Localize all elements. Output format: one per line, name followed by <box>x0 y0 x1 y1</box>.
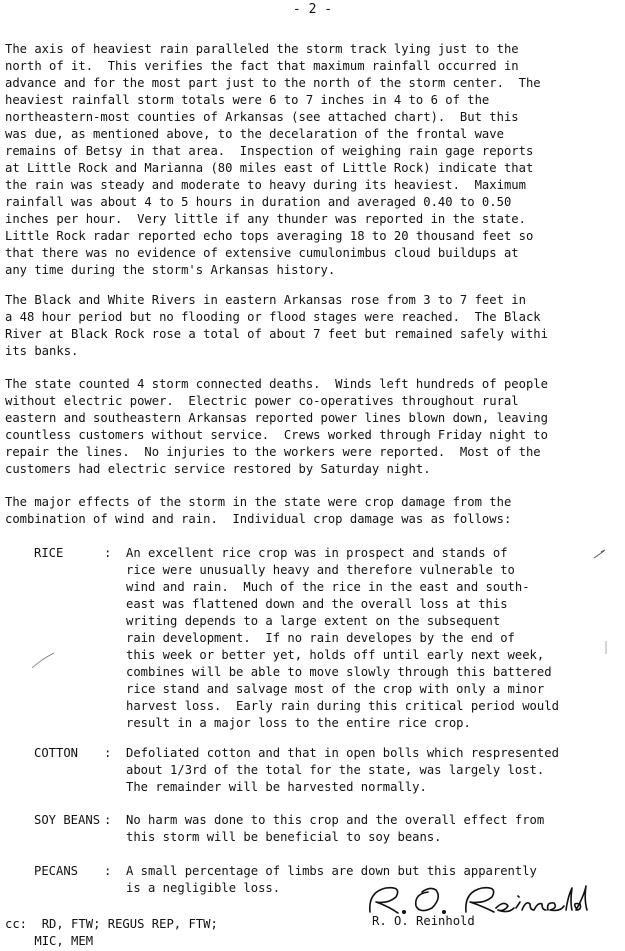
paragraph-rivers: The Black and White Rivers in eastern Arkansas rose from 3 to 7 feet in a 48 hour period but no flooding or flood stages were reached. The Black River at Black Rock rose a total of about 7 feet but remained safely withi its banks. <box>5 293 548 358</box>
crop-text-rice: An excellent rice crop was in prospect and stands of rice were unusually heavy and therefore vulnerable to wind and rain. Much of the rice in the east and south- east was flattened down and the overall loss at this writing depends to a large extent on the subsequent rain development. If no rain developes by the end of this week or better yet, holds off until early next week, combines will be able to move slowly through this battered rice stand and salvage most of the crop with only a minor harvest loss. Early rain during this critical period would result in a major loss to the entire rice crop. <box>126 546 559 730</box>
crop-label-soy-beans: SOY BEANS <box>34 813 101 827</box>
page-number: - 2 - <box>292 2 333 17</box>
cc-line-1: RD, FTW; REGUS REP, FTW; <box>41 917 218 931</box>
pen-mark <box>592 548 608 560</box>
signature-typed-name: R. O. Reinhold <box>372 914 475 928</box>
crop-separator: : <box>104 813 112 827</box>
paragraph-rainfall: The axis of heaviest rain paralleled the storm track lying just to the north of it. This verifies the fact that maximum rainfall occurred in advance and for the most part just to the north of the storm center. The heaviest rainfall storm totals were 6 to 7 inches in 4 to 6 of the northeastern-most counties of Arkansas (see attached chart). But this was due, as mentioned above, to the decelaration of the frontal wave remains of Betsy in that area. Inspection of weighing rain gage reports at Little Rock and Marianna (80 miles east of Little Rock) indicate that the rain was steady and moderate to heavy during its heaviest. Maximum rainfall was about 4 to 5 hours in duration and averaged 0.40 to 0.50 inches per hour. Very little if any thunder was reported in the state. Little Rock radar reported echo tops averaging 18 to 20 thousand feet so that there was no evidence of extensive cumulonimbus cloud buildups at any time during the storm's Arkansas history. <box>5 42 541 277</box>
pen-mark <box>600 640 612 656</box>
pen-mark <box>30 650 56 670</box>
crop-separator: : <box>104 746 112 760</box>
cc-prefix: cc: <box>5 917 28 931</box>
crop-label-cotton: COTTON <box>34 746 79 760</box>
handwritten-signature <box>358 882 588 916</box>
crop-separator: : <box>104 546 112 560</box>
paragraph-crop-intro: The major effects of the storm in the state were crop damage from the combination of wind and rain. Individual crop damage was as follows: <box>5 495 512 526</box>
paragraph-deaths-power: The state counted 4 storm connected deaths. Winds left hundreds of people without electric power. Electric power co-operatives throughout rural eastern and southeastern Arkansas reported power lines blown down, leaving countless customers without service. Crews worked through Friday night to repair the lines. No injuries to the workers were reported. Most of the customers had electric service restored by Saturday night. <box>5 377 548 476</box>
crop-text-cotton: Defoliated cotton and that in open bolls which respresented about 1/3rd of the total for the state, was largely lost. The remainder will be harvested normally. <box>126 746 559 794</box>
crop-text-pecans: A small percentage of limbs are down but this apparently is a negligible loss. <box>126 864 537 895</box>
crop-separator: : <box>104 864 112 878</box>
crop-label-pecans: PECANS <box>34 864 79 878</box>
crop-text-soy-beans: No harm was done to this crop and the overall effect from this storm will be beneficial to soy beans. <box>126 813 545 844</box>
cc-line-2: MIC, MEM <box>34 934 94 948</box>
crop-label-rice: RICE <box>34 546 64 560</box>
cc-list <box>5 916 218 950</box>
